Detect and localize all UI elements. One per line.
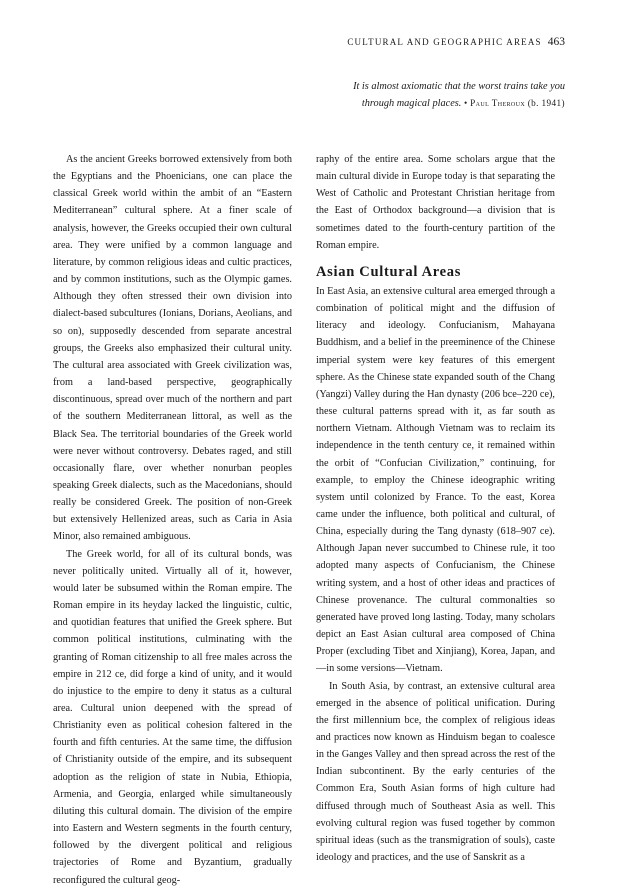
running-header [347, 36, 565, 48]
epigraph-author: Paul Theroux [470, 98, 526, 108]
epigraph-bullet: • [463, 98, 468, 108]
epigraph [275, 79, 565, 112]
running-title: CULTURAL AND GEOGRAPHIC AREAS [347, 37, 542, 47]
epigraph-line-1: It is almost axiomatic that the worst trains take you [353, 81, 565, 92]
page-number: 463 [547, 36, 565, 48]
epigraph-line-2 [275, 95, 565, 112]
epigraph-dates: (b. 1941) [527, 98, 565, 108]
section-heading: Asian Cultural Areas [316, 263, 462, 280]
left-paragraph-1: As the ancient Greeks borrowed extensively from both the Egyptians and the Phoenicians, one can place the classical Greek world within the ambit of an “Eastern Mediterranean” cultural sphere. At a finer scale of analysis, however, the Greeks occupied their own cultural area. They were unified by a common language and literature, by common religious ideas and cultic practices, and by common institutions, such as the Olympic games. Although they often stressed their own division into dialect-based subcultures (Ionians, Dorians, Aeolians, and so on), supposedly descended from separate ancestral groups, the Greeks also emphasized their cultural unity. The cultural area associated with Greek civilization was, from a land-based perspective, geographically discontinuous, spread over much of the northern and part of the southern Mediterranean littoral, as well as the Black Sea. The territorial boundaries of the Greek world were never without controversy. Debates raged, and still occasionally flare, over whether nonurban peoples speaking Greek dialects, such as the Macedonians, should really be considered Greek. The position of non-Greek but extensively Hellenized areas, such as Caria in Asia Minor, also remained ambiguous. [53, 154, 292, 543]
right-paragraph-2: In South Asia, by contrast, an extensive cultural area emerged in the absence of political unification. During the first millennium bce, the complex of religious ideas and practices now known as Hinduism began to coalesce in the Ganges Valley and then spread across the rest of the Indian subcontinent. By the early centuries of the Common Era, South Asian forms of high culture had diffused through much of Southeast Asia as well. This evolving cultural region was fused together by common spiritual ideas (such as the transmigration of souls), caste ideology and practices, and the use of Sanskrit as a [316, 680, 555, 864]
left-column [53, 151, 292, 889]
epigraph-quote-end: through magical places. [361, 98, 462, 109]
right-column [316, 151, 555, 866]
right-continuation: raphy of the entire area. Some scholars argue that the main cultural divide in Europe today is that separating the West of Catholic and Protestant Christian heritage from the East of Orthodox background—a division that is sometimes dated to the fourth-century partition of the Roman empire. [316, 154, 555, 251]
right-paragraph-1: In East Asia, an extensive cultural area emerged through a combination of political might and the diffusion of literacy and ideology. Confucianism, Mahayana Buddhism, and a belief in the preeminence of the Chinese imperial system were key features of this emergent sphere. As the Chinese state expanded south of the Chang (Yangzi) Valley during the Han dynasty (206 bce–220 ce), these cultural patterns spread with it, as far south as northern Vietnam. Although Vietnam was to reclaim its independence in the tenth century ce, it remained within the orbit of “Confucian Civilization,” continuing, for example, to employ the Chinese ideographic writing system until colonized by France. To the east, Korea came under the influence, both political and cultural, of China, especially during the Tang dynasty (618–907 ce). Although Japan never succumbed to Chinese rule, it too adopted many aspects of Confucianism, the Chinese writing system, and a host of other ideas and practices of Chinese provenance. The cultural commonalties so generated have proved long lasting. Today, many scholars depict an East Asian cultural area composed of China Proper (excluding Tibet and Xinjiang), Korea, Japan, and—in some versions—Vietnam. [316, 285, 555, 675]
left-paragraph-2: The Greek world, for all of its cultural bonds, was never politically united. Virtually all of it, however, would later be subsumed within the Roman empire. The Roman empire in its heyday lacked the linguistic, cultic, and quotidian features that unified the Greek sphere. But common political institutions, culminating with the granting of Roman citizenship to all free males across the empire in 212 ce, did forge a kind of unity, and it would do injustice to the empire to deny it status as a cultural area. Cultural union deepened with the spread of Christianity even as political cohesion faltered in the fourth and fifth centuries. At the same time, the diffusion of Christianity outside of the empire, and its subsequent adoption as the religion of state in Nubia, Ethiopia, Armenia, and Georgia, enlarged while simultaneously diluting this cultural domain. The division of the empire into Eastern and Western segments in the fourth century, followed by the divergent political and religious trajectories of Rome and Byzantium, gradually reconfigured the cultural geog- [53, 548, 292, 886]
